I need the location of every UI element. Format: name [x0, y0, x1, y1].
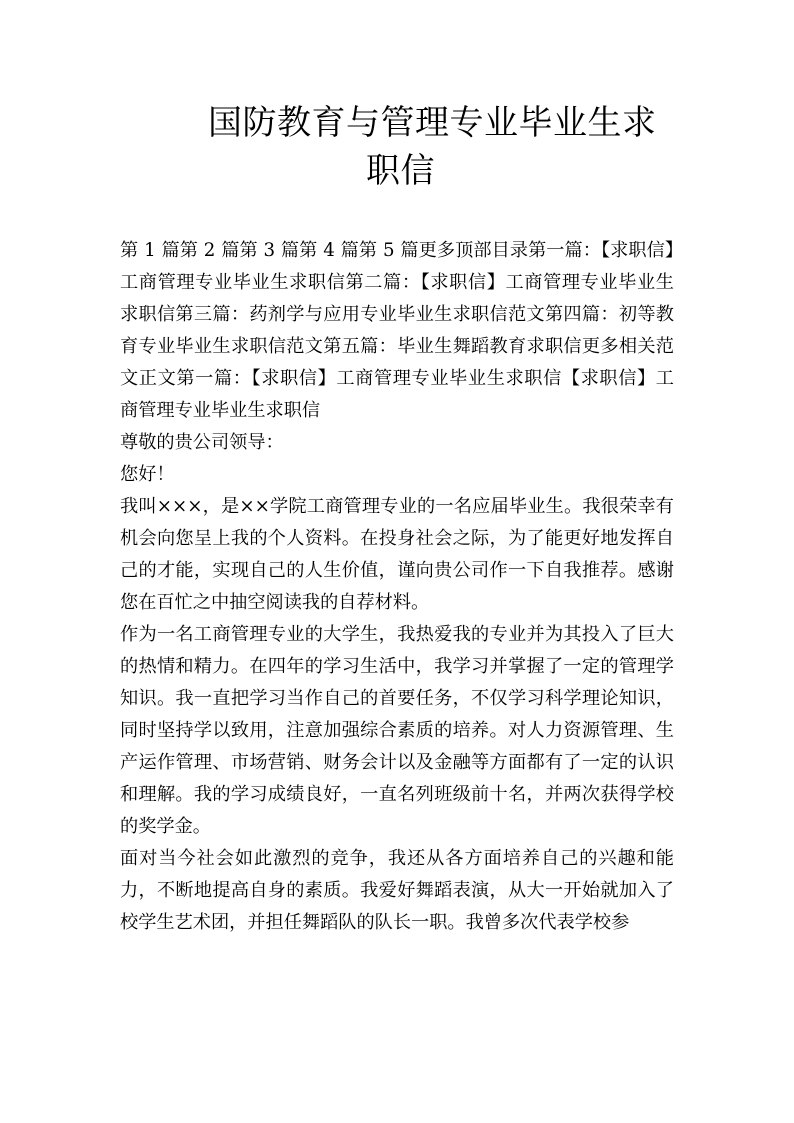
document-body: [120, 235, 674, 939]
title-line-1: 国防教育与管理专业毕业生求: [208, 103, 657, 143]
body-paragraph-1: 我叫×××，是××学院工商管理专业的一名应届毕业生。我很荣幸有机会向您呈上我的个人资料。在投身社会之际，为了能更好地发挥自己的才能，实现自己的人生价值，谨向贵公司作一下自我推荐。感谢您在百忙之中抽空阅读我的自荐材料。: [120, 496, 674, 613]
body-paragraph-3: 面对当今社会如此激烈的竞争，我还从各方面培养自己的兴趣和能力，不断地提高自身的素质。我爱好舞蹈表演，从大一开始就加入了校学生艺术团，并担任舞蹈队的队长一职。我曾多次代表学校参: [120, 848, 674, 933]
salutation: 尊敬的贵公司领导：: [120, 432, 284, 453]
greeting: 您好！: [120, 464, 175, 485]
table-of-contents-paragraph: 第 1 篇第 2 篇第 3 篇第 4 篇第 5 篇更多顶部目录第一篇：【求职信】工商管理专业毕业生求职信第二篇：【求职信】工商管理专业毕业生求职信第三篇：药剂学与应用专业毕业生求职信范文第四篇：初等教育专业毕业生求职信范文第五篇：毕业生舞蹈教育求职信更多相关范文正文第一篇：【求职信】工商管理专业毕业生求职信【求职信】工商管理专业毕业生求职信: [120, 240, 674, 421]
document-title: [120, 98, 674, 194]
title-line-2: 职信: [366, 151, 435, 191]
body-paragraph-2: 作为一名工商管理专业的大学生，我热爱我的专业并为其投入了巨大的热情和精力。在四年的学习生活中，我学习并掌握了一定的管理学知识。我一直把学习当作自己的首要任务，不仅学习科学理论知识，同时坚持学以致用，注意加强综合素质的培养。对人力资源管理、生产运作管理、市场营销、财务会计以及金融等方面都有了一定的认识和理解。我的学习成绩良好，一直名列班级前十名，并两次获得学校的奖学金。: [120, 624, 674, 837]
